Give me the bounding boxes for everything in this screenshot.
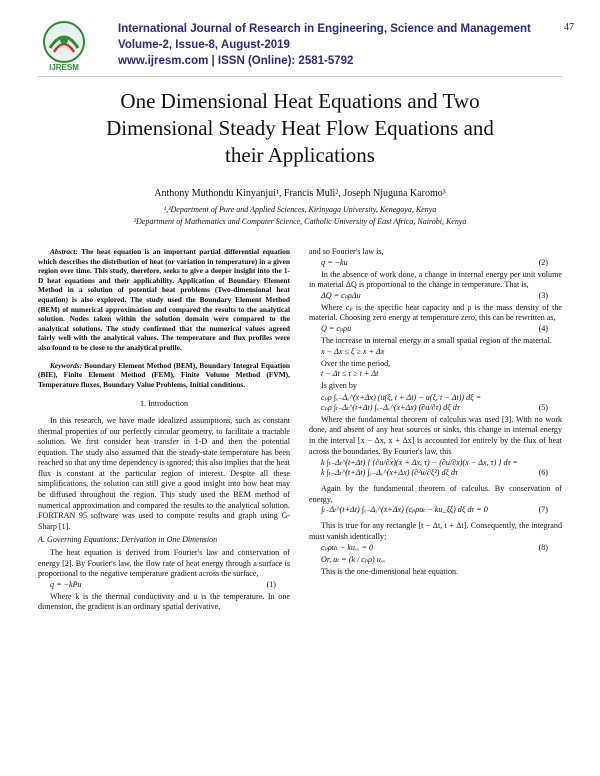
equation-4 — [309, 324, 562, 336]
equation-1 — [38, 580, 290, 592]
equation-6 — [309, 468, 562, 480]
right-text-10: This is the one-dimensional heat equation. — [321, 566, 459, 576]
journal-site: www.ijresm.com | ISSN (Online): 2581-5792 — [118, 55, 354, 67]
left-column — [38, 247, 290, 613]
affiliation-1: ¹,³Department of Pure and Applied Sciences, Kirinyaga University, Kenegoya, Kenya — [163, 205, 437, 214]
right-text-3: Where cₚ is the specific heat capacity and ρ is the mass density of the material. Choosing zero energy at temperature zero, this can be rewritten as, — [309, 302, 562, 323]
affiliation-2: ²Department of Mathematics and Computer Science, Catholic University of East Africa, Nairobi, Kenya — [133, 217, 467, 226]
equation-8b: Or, uₜ = (k / cₚρ) uₓₓ — [321, 554, 386, 564]
equation-5b: cₚρ ∫ₜ₋Δₜ^(t+Δt) ∫ₓ₋Δₓ^(x+Δx) (∂u/∂τ) dξ dτ — [321, 402, 460, 412]
journal-name: International Journal of Research in Engineering, Science and Management — [118, 23, 531, 35]
right-text-6: Is given by — [321, 381, 357, 391]
equation-5a: cₚρ ∫ₓ₋Δₓ^(x+Δx) (u(ξ, t + Δt) − u(ξ, t − Δt)) dξ = — [321, 392, 482, 402]
equation-1-body: q = −kΡu — [50, 579, 82, 589]
equation-6b: k ∫ₜ₋Δₜ^(t+Δt) ∫ₓ₋Δₓ^(x+Δx) (∂²u/∂ξ²) dξ dτ — [321, 468, 458, 478]
equation-7-body: ∫ₜ₋Δₜ^(t+Δt) ∫ₓ₋Δₓ^(x+Δx) (cₚρuₜ − ku_ξξ) dξ dτ = 0 — [321, 505, 488, 515]
after-equation-1-text: Where k is the thermal conductivity and u is the temperature. In one dimension, the gradient is an ordinary spatial derivative, — [38, 591, 290, 612]
right-text-4: The increase in internal energy in a small spatial region of the material. — [321, 335, 552, 345]
inequality-time: t − Δt ≤ τ ≥ t + Δt — [321, 369, 379, 379]
equation-6a: k ∫ₜ₋Δₜ^(t+Δt) { (∂u/∂x)(x + Δx, τ) − (∂u/∂x)(x − Δx, τ) } dτ = — [321, 458, 518, 468]
equation-2 — [309, 258, 562, 270]
right-text-5: Over the time period, — [321, 358, 391, 368]
keywords-label: Keywords: — [50, 360, 83, 370]
intro-heading: 1. Introduction — [139, 399, 189, 409]
ijresm-logo — [38, 18, 90, 72]
authors: Anthony Muthondu Kinyanjui¹, Francis Muli², Joseph Njuguna Karomo³ — [154, 188, 446, 199]
equation-1-number: (1) — [266, 579, 276, 589]
journal-header — [38, 18, 578, 74]
equation-2-number: (2) — [538, 257, 548, 267]
header-divider — [38, 76, 562, 77]
equation-8-body: cₚρuₜ − kuₓₓ = 0 — [321, 542, 374, 552]
equation-8-number: (8) — [538, 542, 548, 552]
abstract — [38, 247, 290, 353]
abstract-label: Abstract: — [50, 247, 78, 256]
journal-volume: Volume-2, Issue-8, August-2019 — [118, 39, 290, 51]
equation-5 — [309, 403, 562, 415]
right-text-9: This is true for any rectangle [t − Δt, t + Δt]. Consequently, the integrand must vanish identically; — [309, 521, 562, 541]
right-text-8: Again by the fundamental theorem of calculus. By conservation of energy, — [309, 484, 562, 504]
paper-title — [60, 88, 540, 169]
page-number: 47 — [564, 22, 574, 33]
subsection-a-heading: A. Governing Equations: Derivation in One Dimension — [38, 535, 218, 545]
right-text-7: Where the fundamental theorem of calculus was used [3]. With no work done, and absent of any heat sources or sinks, this change in internal energy in the interval [x − Δx, x + Δx] is accounted for entirely by the flux of heat across the boundaries. By Fourier's law, this — [309, 414, 562, 456]
equation-3-number: (3) — [538, 290, 548, 300]
title-line-2: Dimensional Steady Heat Flow Equations and — [106, 116, 494, 140]
title-line-1: One Dimensional Heat Equations and Two — [120, 89, 480, 113]
equation-2-body: q = −ku — [321, 257, 348, 267]
equation-4-number: (4) — [538, 323, 548, 333]
subsection-a-paragraph: The heat equation is derived from Fourier's law and conservation of energy [2]. By Fourier's law, the flow rate of heat energy through a surface is proportional to the negative temperature gradient across the surface, — [38, 548, 290, 579]
equation-7 — [309, 505, 562, 517]
abstract-text: The heat equation is an important partial differential equation which describes the distribution of heat (or variation in temperature) in a given region over time. This study, therefore, seeks to give a deeper insight into the 1-D heat equations and their applicability. Application of Boundary Element Method in a solution of potential heat problems (Two-dimensional heat equation) is also explored. The study used the Boundary Element Method (BEM) of numerical approximation and compared the results to the analytical solution. Nodes taken within the solution domain were compared to the analytical solutions. The study confirmed that the numerical values agreed fairly well with the analytical values. The temperature and flux profiles were also found to be close to the analytical profile. — [38, 247, 290, 352]
title-line-3: their Applications — [225, 143, 375, 167]
equation-3-body: ΔQ = cₚρΔu — [321, 290, 361, 300]
equation-4-body: Q = cₚρu — [321, 323, 352, 333]
right-text-2: In the absence of work done, a change in internal energy per unit volume in material ΔQ is proportional to the change in temperature. That is, — [309, 269, 562, 290]
right-column — [309, 247, 562, 577]
logo-text: IJRESM — [49, 63, 79, 72]
intro-paragraph: In this research, we have made idealized assumptions, such as constant thermal properties of our perfectly circular geometry, to facilitate a tractable solution. We first consider heat transfer in 1-D and then the potential equation. The study also assumed that the steady-state temperature has been reached so that any time dependency is ignored; this also implies that the heat flux is constant at the particular region of interest. Despite all these simplifications, the solution can still give a good insight into how heat may be diffused throughout the region. This study used the BEM method of numerical approximation and compared the results to the analytical solution. FORTRAN 95 software was used to compute results and graph using G-Sharp [1]. — [38, 415, 290, 531]
equation-3 — [309, 291, 562, 303]
keywords-text: Boundary Element Method (BEM), Boundary Integral Equation (BIE), Finite Element Method (FEM), Finite Volume Method (FVM), Temperature fluxes, Boundary Value Problems, Initial conditions. — [38, 360, 290, 389]
keywords — [38, 361, 290, 390]
right-text-1: and so Fourier's law is, — [309, 247, 384, 256]
equation-6-number: (6) — [538, 468, 548, 478]
equation-8 — [309, 543, 562, 555]
equation-5-number: (5) — [538, 402, 548, 412]
equation-7-number: (7) — [538, 505, 548, 515]
inequality-space: x − Δx ≤ ξ ≥ x + Δx — [321, 346, 385, 356]
